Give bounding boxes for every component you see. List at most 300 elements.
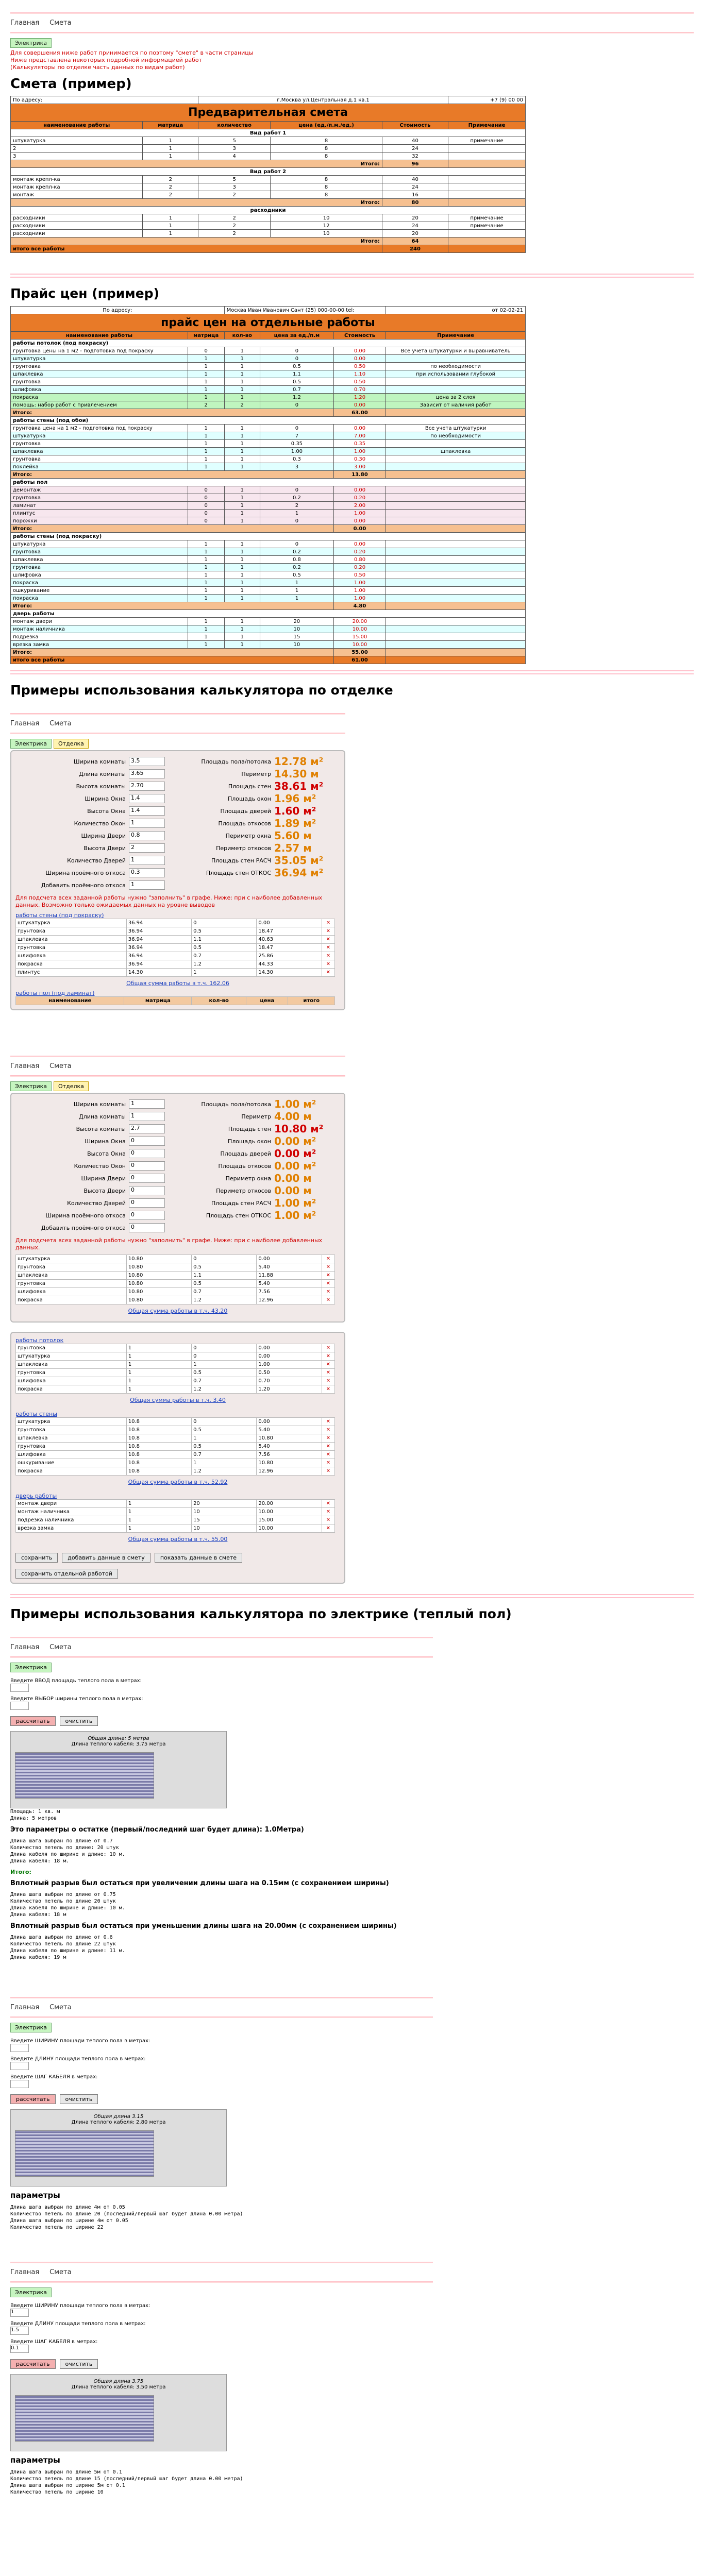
table-row (16, 1434, 335, 1443)
work-value-input[interactable]: 10.80 (126, 1288, 191, 1296)
work-value-input[interactable]: 10.80 (257, 1459, 322, 1467)
section-row (11, 417, 526, 425)
remove-icon[interactable]: ✕ (322, 927, 334, 936)
result-label: Площадь откосов (218, 820, 271, 827)
table-cell: 1 (224, 587, 260, 595)
grand-total-label: итого все работы (11, 245, 382, 253)
column-header: цена за ед./п.м (260, 332, 333, 340)
table-cell: 1 (224, 595, 260, 602)
work-value-input[interactable]: 12.96 (257, 1296, 322, 1304)
table-cell: 1 (224, 548, 260, 556)
input-label: Количество Дверей (67, 1199, 126, 1207)
table-cell: монтаж крепл-ка (11, 183, 143, 191)
top-menu (10, 2002, 433, 2013)
work-value-input[interactable]: 1 (192, 1434, 257, 1443)
nav-home-link[interactable]: Главная (10, 19, 40, 27)
action-button[interactable]: показать данные в смете (155, 1553, 242, 1563)
finishing-calculator-2 (10, 1093, 345, 1323)
calculate-button[interactable]: рассчитать (10, 2359, 56, 2369)
table-row (11, 587, 526, 595)
work-value-input[interactable]: 36.94 (126, 960, 191, 969)
remove-icon[interactable]: ✕ (322, 944, 334, 952)
work-value-input[interactable]: 11.88 (257, 1272, 322, 1280)
clear-button[interactable]: очистить (60, 2359, 98, 2369)
work-value-input[interactable]: 1 (192, 1459, 257, 1467)
remove-icon[interactable]: ✕ (322, 1524, 334, 1533)
width-input[interactable] (10, 2044, 29, 2052)
variant-heading: Вплотный разрыв был остаться при увеличении длины шага на 0.15мм (с сохранением ширины) (10, 1879, 389, 1887)
sum-link[interactable]: Общая сумма работы в т.ч. 43.20 (128, 1308, 228, 1314)
dimension-input[interactable]: 0 (129, 1149, 165, 1158)
result-label: Площадь окон (227, 795, 271, 802)
remove-icon[interactable]: ✕ (322, 1443, 334, 1451)
column-header: итого (288, 997, 335, 1005)
work-value-input[interactable]: 14.30 (126, 969, 191, 977)
meta-row (11, 96, 526, 104)
remove-icon[interactable]: ✕ (322, 1361, 334, 1369)
table-row (11, 191, 526, 199)
calculate-button[interactable]: рассчитать (10, 1716, 56, 1726)
work-value-input[interactable]: 1.00 (257, 1361, 322, 1369)
work-value-input[interactable]: 10.8 (126, 1459, 191, 1467)
table-row (11, 579, 526, 587)
nav-home-link[interactable]: Главная (10, 2004, 40, 2011)
work-value-input[interactable]: 10.8 (126, 1443, 191, 1451)
table-cell: 1 (224, 355, 260, 363)
estimate-section-title: Смета (пример) (10, 76, 132, 92)
table-cell: 24 (382, 145, 448, 152)
table-row (16, 1418, 335, 1426)
sum-link[interactable]: Общая сумма работы в т.ч. 55.00 (128, 1536, 228, 1543)
work-value-input[interactable]: 1 (192, 969, 257, 977)
work-table (15, 1344, 335, 1394)
table-cell: 1 (224, 641, 260, 649)
dimension-input[interactable]: 1 (129, 856, 165, 865)
result-row (156, 1172, 323, 1184)
table-cell: 1 (224, 618, 260, 625)
work-value-input[interactable]: 10 (192, 1508, 257, 1516)
spacer (10, 1961, 694, 1981)
remove-icon[interactable]: ✕ (322, 1426, 334, 1434)
work-value-input[interactable]: 1 (126, 1361, 191, 1369)
table-cell: 2 (143, 176, 198, 183)
result-label: Площадь стен (228, 783, 271, 790)
dimension-input[interactable]: 1.4 (129, 806, 165, 816)
remove-icon[interactable]: ✕ (322, 1451, 334, 1459)
work-value-input[interactable]: 1.2 (192, 1296, 257, 1304)
work-value-input[interactable]: 0.00 (257, 1352, 322, 1361)
table-row (16, 960, 335, 969)
work-name: монтаж двери (16, 1500, 127, 1508)
table-cell: шпаклевка (11, 370, 188, 378)
work-value-input[interactable]: 18.47 (257, 927, 322, 936)
clear-button[interactable]: очистить (60, 1716, 98, 1726)
work-value-input[interactable]: 7.56 (257, 1451, 322, 1459)
work-value-input[interactable]: 0.7 (192, 1451, 257, 1459)
table-cell: 2 (143, 191, 198, 199)
electrics-button[interactable]: Электрика (10, 1081, 52, 1091)
length-input[interactable] (10, 2062, 29, 2070)
sum-link[interactable]: Общая сумма работы в т.ч. 52.92 (128, 1479, 228, 1485)
pricelist-section-title: Прайс цен (пример) (10, 286, 160, 301)
table-cell: при использовании глубокой (386, 370, 526, 378)
work-value-input[interactable]: 0.5 (192, 944, 257, 952)
calculate-button[interactable]: рассчитать (10, 2094, 56, 2104)
notice-line: Для совершения ниже работ принимается по поэтому "смете" в части страницы (10, 49, 254, 56)
dimension-input[interactable]: 3.5 (129, 757, 165, 766)
step-input[interactable] (10, 2080, 29, 2088)
work-value-input[interactable]: 36.94 (126, 927, 191, 936)
work-value-input[interactable]: 5.40 (257, 1263, 322, 1272)
dimension-input[interactable]: 0 (129, 1161, 165, 1171)
work-value-input[interactable]: 0 (192, 1418, 257, 1426)
table-cell: 1.00 (333, 595, 385, 602)
work-value-input[interactable]: 0.7 (192, 1288, 257, 1296)
dimension-input[interactable]: 0 (129, 1211, 165, 1220)
work-value-input[interactable]: 0.5 (192, 1369, 257, 1377)
divider (10, 670, 694, 671)
finishing-button[interactable]: Отделка (54, 1081, 89, 1091)
work-value-input[interactable]: 36.94 (126, 936, 191, 944)
table-row (16, 1443, 335, 1451)
work-value-input[interactable]: 40.63 (257, 936, 322, 944)
work-value-input[interactable]: 1.1 (192, 936, 257, 944)
work-value-input[interactable]: 10.80 (126, 1280, 191, 1288)
table-cell (448, 152, 526, 160)
work-value-input[interactable]: 10.80 (126, 1255, 191, 1263)
work-value-input[interactable]: 25.86 (257, 952, 322, 960)
work-value-input[interactable]: 5.40 (257, 1426, 322, 1434)
work-name: грунтовка (16, 1426, 127, 1434)
table-row (11, 540, 526, 548)
work-value-input[interactable]: 1.1 (192, 1272, 257, 1280)
column-header: матрица (143, 122, 198, 129)
cable-layout-drawing (15, 1752, 154, 1799)
column-header: наименование (16, 997, 124, 1005)
width-input[interactable] (10, 1684, 29, 1692)
remove-icon[interactable]: ✕ (322, 1369, 334, 1377)
dimension-input[interactable]: 0 (129, 1223, 165, 1232)
work-value-input[interactable]: 10.00 (257, 1524, 322, 1533)
electrics-button[interactable]: Электрика (10, 2023, 52, 2032)
remove-icon[interactable]: ✕ (322, 1500, 334, 1508)
total-label: Итого: (11, 602, 334, 610)
work-value-input[interactable]: 1 (192, 1361, 257, 1369)
work-value-input[interactable]: 20 (192, 1500, 257, 1508)
table-row (11, 448, 526, 455)
work-value-input[interactable]: 14.30 (257, 969, 322, 977)
work-name: плинтус (16, 969, 127, 977)
electrics-button[interactable]: Электрика (10, 2287, 52, 2297)
param-line: Длина шага выбран по длине от 0.7 (10, 1838, 113, 1844)
section-total-row (11, 602, 526, 610)
nav-estimate-link[interactable]: Смета (49, 1062, 72, 1070)
dimension-input[interactable]: 1.4 (129, 794, 165, 803)
table-cell: ошкуривание (11, 587, 188, 595)
section-row (11, 533, 526, 540)
remove-icon[interactable]: ✕ (322, 1352, 334, 1361)
work-value-input[interactable]: 1 (126, 1369, 191, 1377)
result-label: Периметр окна (225, 832, 271, 839)
work-value-input[interactable]: 15 (192, 1516, 257, 1524)
table-cell: 1 (224, 378, 260, 386)
work-value-input[interactable]: 0.5 (192, 1426, 257, 1434)
dimension-input[interactable]: 0.8 (129, 831, 165, 840)
divider (10, 1056, 345, 1057)
remove-icon[interactable]: ✕ (322, 969, 334, 977)
step-input[interactable]: 0.1 (10, 2345, 29, 2353)
table-cell: 0 (188, 510, 224, 517)
nav-estimate-link[interactable]: Смета (49, 2268, 72, 2276)
work-value-input[interactable]: 0.00 (257, 1418, 322, 1426)
table-cell: 1 (188, 448, 224, 455)
action-button[interactable]: добавить данные в смету (62, 1553, 150, 1563)
nav-home-link[interactable]: Главная (10, 1062, 40, 1070)
finishing-calculator-3 (10, 1332, 345, 1584)
remove-icon[interactable]: ✕ (322, 1459, 334, 1467)
remove-icon[interactable]: ✕ (322, 1418, 334, 1426)
table-row (11, 556, 526, 564)
work-value-input[interactable]: 5.40 (257, 1443, 322, 1451)
work-value-input[interactable]: 1.2 (192, 1467, 257, 1476)
work-value-input[interactable]: 44.33 (257, 960, 322, 969)
group-total: 96 (382, 160, 448, 168)
work-value-input[interactable]: 10 (192, 1524, 257, 1533)
meta-address-label: По адресу: (11, 307, 225, 314)
section-total: 0.00 (333, 525, 385, 533)
clear-button[interactable]: очистить (60, 2094, 98, 2104)
remove-icon[interactable]: ✕ (322, 1434, 334, 1443)
dimension-input[interactable]: 0 (129, 1174, 165, 1183)
table-cell: 1 (224, 540, 260, 548)
work-value-input[interactable]: 0.70 (257, 1377, 322, 1385)
work-value-input[interactable]: 0 (192, 1344, 257, 1352)
remove-icon[interactable]: ✕ (322, 1467, 334, 1476)
table-cell: 1 (143, 230, 198, 238)
table-row (16, 952, 335, 960)
work-value-input[interactable]: 1 (126, 1344, 191, 1352)
table-cell: 1.2 (260, 394, 333, 401)
work-value-input[interactable]: 0.00 (257, 1344, 322, 1352)
finishing-button[interactable]: Отделка (54, 739, 89, 749)
work-value-input[interactable]: 10.8 (126, 1467, 191, 1476)
heating-scheme-panel (10, 1731, 227, 1808)
notice-text (10, 49, 694, 71)
field-label: Введите ШАГ КАБЕЛЯ в метрах: (10, 2074, 98, 2080)
meta-phone: +7 (9) 00 00 (448, 96, 526, 104)
remove-icon[interactable]: ✕ (322, 952, 334, 960)
table-cell (386, 602, 526, 610)
electrics-button[interactable]: Электрика (10, 1663, 52, 1672)
work-value-input[interactable]: 0 (192, 1352, 257, 1361)
work-value-input[interactable]: 1 (126, 1500, 191, 1508)
dimension-input[interactable]: 1 (129, 880, 165, 890)
table-cell: 3.00 (333, 463, 385, 471)
table-cell: 10.00 (333, 641, 385, 649)
remove-icon[interactable]: ✕ (322, 919, 334, 927)
width-input[interactable]: 1 (10, 2309, 29, 2317)
work-value-input[interactable]: 0.5 (192, 1443, 257, 1451)
work-value-input[interactable]: 0.00 (257, 919, 322, 927)
table-cell: 1 (188, 556, 224, 564)
work-value-input[interactable]: 10.80 (257, 1434, 322, 1443)
remove-icon[interactable]: ✕ (322, 1377, 334, 1385)
work-value-input[interactable]: 10.8 (126, 1418, 191, 1426)
table-cell: штукатурка (11, 540, 188, 548)
group-name: расходники (11, 207, 526, 214)
work-value-input[interactable]: 0 (192, 919, 257, 927)
work-value-input[interactable]: 1 (126, 1524, 191, 1533)
work-table (15, 1255, 335, 1304)
table-cell: покраска (11, 394, 188, 401)
work-value-input[interactable]: 36.94 (126, 919, 191, 927)
result-label: Площадь стен ОТКОС (206, 1212, 271, 1219)
remove-icon[interactable]: ✕ (322, 1516, 334, 1524)
table-cell: 2 (143, 183, 198, 191)
work-value-input[interactable]: 1.2 (192, 1385, 257, 1394)
column-header: Стоимость (333, 332, 385, 340)
dimension-input[interactable]: 0 (129, 1198, 165, 1208)
work-value-input[interactable]: 10.80 (126, 1272, 191, 1280)
remove-icon[interactable]: ✕ (322, 1385, 334, 1394)
length-input[interactable]: 1.5 (10, 2327, 29, 2335)
footer-table (15, 996, 335, 1005)
work-value-input[interactable]: 18.47 (257, 944, 322, 952)
table-cell: 7.00 (333, 432, 385, 440)
remove-icon[interactable]: ✕ (322, 1263, 334, 1272)
work-value-input[interactable]: 12.96 (257, 1467, 322, 1476)
table-cell: 1 (224, 571, 260, 579)
column-header: Стоимость (382, 122, 448, 129)
table-cell: Все учета штукатурки (386, 425, 526, 432)
dimension-input[interactable]: 2.70 (129, 782, 165, 791)
table-cell: 0.50 (333, 378, 385, 386)
table-cell: 3 (11, 152, 143, 160)
work-value-input[interactable]: 10.80 (126, 1296, 191, 1304)
work-value-input[interactable]: 0.5 (192, 927, 257, 936)
table-cell (386, 618, 526, 625)
work-value-input[interactable]: 0.50 (257, 1369, 322, 1377)
work-value-input[interactable]: 1.2 (192, 960, 257, 969)
result-value: 2.57 м (274, 842, 312, 854)
field-label: Введите ШАГ КАБЕЛЯ в метрах: (10, 2339, 98, 2345)
table-cell (386, 378, 526, 386)
table2-title: работы пол (под ламинат) (15, 990, 95, 996)
dimension-input[interactable]: 1 (129, 1112, 165, 1121)
nav-estimate-link[interactable]: Смета (49, 720, 72, 727)
work-value-input[interactable]: 10.8 (126, 1451, 191, 1459)
work-value-input[interactable]: 0 (192, 1255, 257, 1263)
nav-estimate-link[interactable]: Смета (49, 1643, 72, 1651)
work-value-input[interactable]: 5.40 (257, 1280, 322, 1288)
dimension-input[interactable]: 3.65 (129, 769, 165, 778)
work-value-input[interactable]: 1 (126, 1385, 191, 1394)
nav-home-link[interactable]: Главная (10, 720, 40, 727)
result-label: Площадь стен (228, 1125, 271, 1132)
remove-icon[interactable]: ✕ (322, 1508, 334, 1516)
result-label: Площадь дверей (220, 807, 271, 815)
work-value-input[interactable]: 0.00 (257, 1255, 322, 1263)
work-value-input[interactable]: 1 (126, 1352, 191, 1361)
work-value-input[interactable]: 15.00 (257, 1516, 322, 1524)
remove-icon[interactable]: ✕ (322, 1255, 334, 1263)
work-value-input[interactable]: 36.94 (126, 944, 191, 952)
table-cell: 0.00 (333, 425, 385, 432)
work-value-input[interactable]: 1 (126, 1508, 191, 1516)
work-value-input[interactable]: 10.80 (126, 1263, 191, 1272)
divider (10, 733, 345, 734)
table-cell: 0.8 (260, 556, 333, 564)
work-value-input[interactable]: 0.5 (192, 1280, 257, 1288)
work-value-input[interactable]: 36.94 (126, 952, 191, 960)
dimension-input[interactable]: 1 (129, 1099, 165, 1109)
top-menu (10, 2266, 433, 2278)
nav-home-link[interactable]: Главная (10, 2268, 40, 2276)
param-line: Длина кабеля: 18 м. (10, 1858, 70, 1864)
sum-link[interactable]: Общая сумма работы в т.ч. 3.40 (130, 1397, 226, 1403)
remove-icon[interactable]: ✕ (322, 1288, 334, 1296)
section-total-row (11, 471, 526, 479)
dimension-input[interactable]: 1 (129, 819, 165, 828)
remove-icon[interactable]: ✕ (322, 1296, 334, 1304)
table-row (11, 152, 526, 160)
dimension-input[interactable]: 0.3 (129, 868, 165, 877)
dimension-input[interactable]: 2.7 (129, 1124, 165, 1133)
section-total-row (11, 649, 526, 656)
nav-home-link[interactable]: Главная (10, 1643, 40, 1651)
table-cell: 1 (188, 394, 224, 401)
dimension-input[interactable]: 0 (129, 1186, 165, 1195)
table-row (11, 455, 526, 463)
remove-icon[interactable]: ✕ (322, 960, 334, 969)
work-value-input[interactable]: 20.00 (257, 1500, 322, 1508)
work-value-input[interactable]: 10.00 (257, 1508, 322, 1516)
remove-icon[interactable]: ✕ (322, 1344, 334, 1352)
table-row (11, 463, 526, 471)
input-label: Высота Окна (87, 807, 126, 815)
work-value-input[interactable]: 1 (126, 1377, 191, 1385)
work-value-input[interactable]: 7.56 (257, 1288, 322, 1296)
dimension-input[interactable]: 0 (129, 1137, 165, 1146)
work-value-input[interactable]: 10.8 (126, 1426, 191, 1434)
grand-total-row (11, 656, 526, 664)
param-line: Количество петель по длине 20 штук (10, 1899, 116, 1904)
action-button[interactable]: сохранить (15, 1553, 58, 1563)
work-value-input[interactable]: 1.20 (257, 1385, 322, 1394)
remove-icon[interactable]: ✕ (322, 1272, 334, 1280)
save-separate-button[interactable]: сохранить отдельной работой (15, 1569, 118, 1579)
table-cell: 1 (224, 432, 260, 440)
electrics-button[interactable]: Электрика (10, 38, 52, 48)
work-value-input[interactable]: 1 (126, 1516, 191, 1524)
work-value-input[interactable]: 0.7 (192, 952, 257, 960)
length-input[interactable] (10, 1702, 29, 1710)
dimension-input[interactable]: 2 (129, 843, 165, 853)
remove-icon[interactable]: ✕ (322, 936, 334, 944)
scheme-sublabel: Длина теплого кабеля: 3.50 метра (71, 2384, 166, 2390)
nav-estimate-link[interactable]: Смета (49, 19, 72, 27)
electrics-button[interactable]: Электрика (10, 739, 52, 749)
work-value-input[interactable]: 0.7 (192, 1377, 257, 1385)
work-value-input[interactable]: 0.5 (192, 1263, 257, 1272)
remove-icon[interactable]: ✕ (322, 1280, 334, 1288)
work-value-input[interactable]: 10.8 (126, 1434, 191, 1443)
sum-link[interactable]: Общая сумма работы в т.ч. 162.06 (126, 980, 229, 987)
nav-estimate-link[interactable]: Смета (49, 2004, 72, 2011)
table-row (11, 363, 526, 370)
work-name: шпаклевка (16, 936, 127, 944)
table-cell (386, 455, 526, 463)
